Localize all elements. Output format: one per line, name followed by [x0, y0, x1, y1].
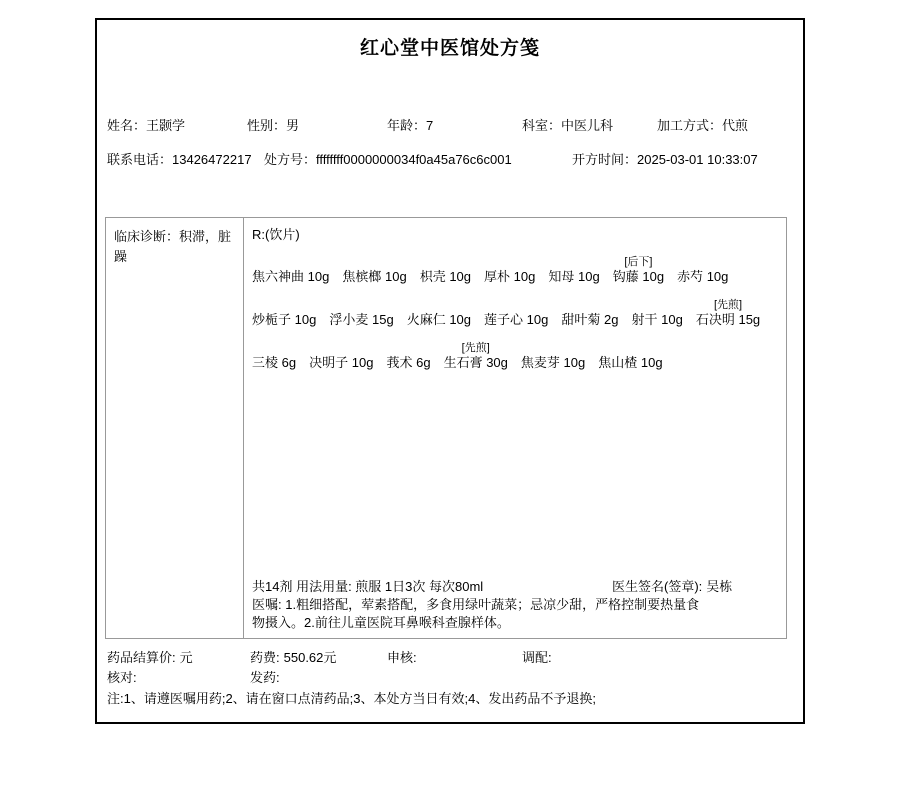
- diagnosis-label: 临床诊断：: [114, 229, 180, 244]
- herb-dose: 15g: [738, 312, 761, 327]
- review-field: [387, 650, 417, 666]
- herb-row: [252, 338, 778, 372]
- processing-method-label: 加工方式：: [657, 118, 723, 133]
- gender-label: 性别：: [247, 118, 287, 133]
- herb-dose: 10g: [513, 269, 536, 284]
- issue-time-label: 开方时间：: [572, 152, 638, 167]
- dispense-prepare-field: [522, 650, 552, 666]
- herb-dose: 30g: [486, 355, 508, 370]
- herb-name: 炒栀子: [252, 312, 292, 327]
- prescription-number-label: 处方号：: [264, 152, 317, 167]
- processing-method-value: 代煎: [722, 118, 749, 133]
- decoction-method-tag: [先煎]: [461, 342, 490, 354]
- herb-item: [613, 252, 664, 286]
- herb-dose: 10g: [661, 312, 683, 327]
- herb-dose: 10g: [384, 269, 407, 284]
- herb-item: [521, 338, 585, 372]
- gender-field: [247, 118, 299, 134]
- diagnosis-value: 积滞，脏躁: [114, 229, 232, 264]
- prescription-table: [105, 217, 787, 639]
- patient-name-value: 王颢学: [146, 118, 186, 133]
- dispense-prepare-label: 调配:: [522, 650, 552, 665]
- herb-name: 莪术: [386, 355, 413, 370]
- usage-text: 共14剂 用法用量: 煎服 1日3次 每次80ml: [252, 579, 484, 594]
- herb-name: 甜叶菊: [561, 312, 601, 327]
- herb-item: [329, 295, 393, 329]
- department-label: 科室：: [522, 118, 562, 133]
- check-field: [107, 670, 137, 686]
- phone-label: 联系电话：: [107, 152, 173, 167]
- herb-dose: 10g: [640, 355, 663, 370]
- herb-name: 钩藤: [612, 269, 639, 284]
- herb-item: [561, 295, 618, 329]
- herb-name: 枳壳: [419, 269, 446, 284]
- herb-dose: 6g: [416, 355, 431, 370]
- herb-name: 焦六神曲: [252, 269, 305, 284]
- herb-item: [484, 295, 548, 329]
- herb-item: [548, 252, 599, 286]
- phone-value: 13426472217: [172, 152, 252, 167]
- issue-medicine-field: [250, 670, 280, 686]
- herb-dose: 10g: [642, 269, 665, 284]
- gender-value: 男: [286, 118, 300, 133]
- settlement-price-label: 药品结算价:: [107, 650, 176, 665]
- herb-name: 生石膏: [443, 355, 483, 370]
- herb-dose: 15g: [371, 312, 394, 327]
- decoction-method-tag: [先煎]: [713, 299, 743, 311]
- herb-name: 石决明: [695, 312, 735, 327]
- herb-item: [677, 252, 728, 286]
- herb-item: [420, 252, 471, 286]
- herb-dose: 10g: [706, 269, 729, 284]
- herb-item: [444, 338, 508, 372]
- rx-cell: [244, 218, 786, 638]
- herb-item: [386, 338, 430, 372]
- issue-time-value: 2025-03-01 10:33:07: [637, 152, 758, 167]
- clinical-diagnosis-cell: [106, 218, 244, 638]
- herb-item: [631, 295, 682, 329]
- review-label: 申核:: [387, 650, 417, 665]
- herb-dose: 10g: [449, 269, 472, 284]
- herb-item: [309, 338, 373, 372]
- doctor-signature-label: 医生签名(签章):: [612, 579, 703, 594]
- herb-name: 赤芍: [677, 269, 704, 284]
- settlement-price-value: 元: [179, 650, 193, 665]
- age-value: 7: [426, 118, 434, 133]
- herb-name: 莲子心: [484, 312, 524, 327]
- doctor-signature-field: [612, 578, 732, 595]
- herb-dose: 10g: [526, 312, 549, 327]
- age-field: [387, 118, 433, 134]
- prescription-sheet: [95, 18, 805, 724]
- herb-dose: 10g: [578, 269, 600, 284]
- page-title: 红心堂中医馆处方笺: [359, 38, 540, 59]
- herb-name: 焦山楂: [598, 355, 638, 370]
- processing-method-field: [657, 118, 748, 134]
- herb-dose: 10g: [449, 312, 472, 327]
- medical-advice-text: 医嘱: 1.粗细搭配，荤素搭配，多食用绿叶蔬菜；忌凉少甜，严格控制要热量食物摄入。2.前往儿童医院耳鼻喉科查腺样体。: [252, 597, 700, 630]
- medicine-fee-label: 药费:: [250, 650, 280, 665]
- issue-medicine-label: 发药:: [250, 670, 280, 685]
- medicine-fee-field: [250, 650, 336, 666]
- doctor-signature-name: 吴栋: [706, 579, 733, 594]
- herb-name: 知母: [548, 269, 575, 284]
- herb-item: [252, 295, 316, 329]
- herb-dose: 6g: [281, 355, 297, 370]
- herb-name: 决明子: [309, 355, 349, 370]
- herb-item: [696, 295, 760, 329]
- department-value: 中医儿科: [561, 118, 614, 133]
- medicine-fee-value: 550.62元: [283, 650, 337, 665]
- herb-item: [342, 252, 406, 286]
- herb-name: 焦槟榔: [342, 269, 382, 284]
- herb-name: 射干: [631, 312, 658, 327]
- department-field: [522, 118, 613, 134]
- rx-header: R:(饮片): [252, 227, 300, 242]
- rx-footer: [252, 578, 778, 632]
- herb-item: [598, 338, 662, 372]
- issue-time-field: [572, 152, 758, 168]
- herb-item: [484, 252, 535, 286]
- footer-note: 注:1、请遵医嘱用药;2、请在窗口点清药品;3、本处方当日有效;4、发出药品不予退换;: [107, 691, 596, 706]
- herb-dose: 10g: [307, 269, 330, 284]
- herb-name: 浮小麦: [329, 312, 369, 327]
- herb-item: [252, 252, 329, 286]
- herb-dose: 2g: [604, 312, 619, 327]
- herb-lines-container: [252, 252, 778, 372]
- herb-name: 厚朴: [484, 269, 511, 284]
- prescription-number-value: ffffffff0000000034f0a45a76c6c001: [316, 152, 512, 167]
- herb-dose: 10g: [351, 355, 374, 370]
- herb-row: [252, 295, 778, 329]
- settlement-price-field: [107, 650, 193, 666]
- check-label: 核对:: [107, 670, 137, 685]
- herb-name: 三棱: [252, 355, 279, 370]
- phone-field: [107, 152, 252, 168]
- herb-row: [252, 252, 778, 286]
- decoction-method-tag: [后下]: [624, 256, 653, 268]
- herb-item: [252, 338, 296, 372]
- patient-name-label: 姓名：: [107, 118, 147, 133]
- age-label: 年龄：: [387, 118, 427, 133]
- herb-name: 焦麦芽: [520, 355, 560, 370]
- herb-item: [407, 295, 471, 329]
- prescription-number-field: [264, 152, 512, 168]
- herb-dose: 10g: [563, 355, 586, 370]
- herb-dose: 10g: [294, 312, 317, 327]
- herb-name: 火麻仁: [406, 312, 446, 327]
- usage-row: [252, 578, 778, 595]
- patient-name-field: [107, 118, 185, 134]
